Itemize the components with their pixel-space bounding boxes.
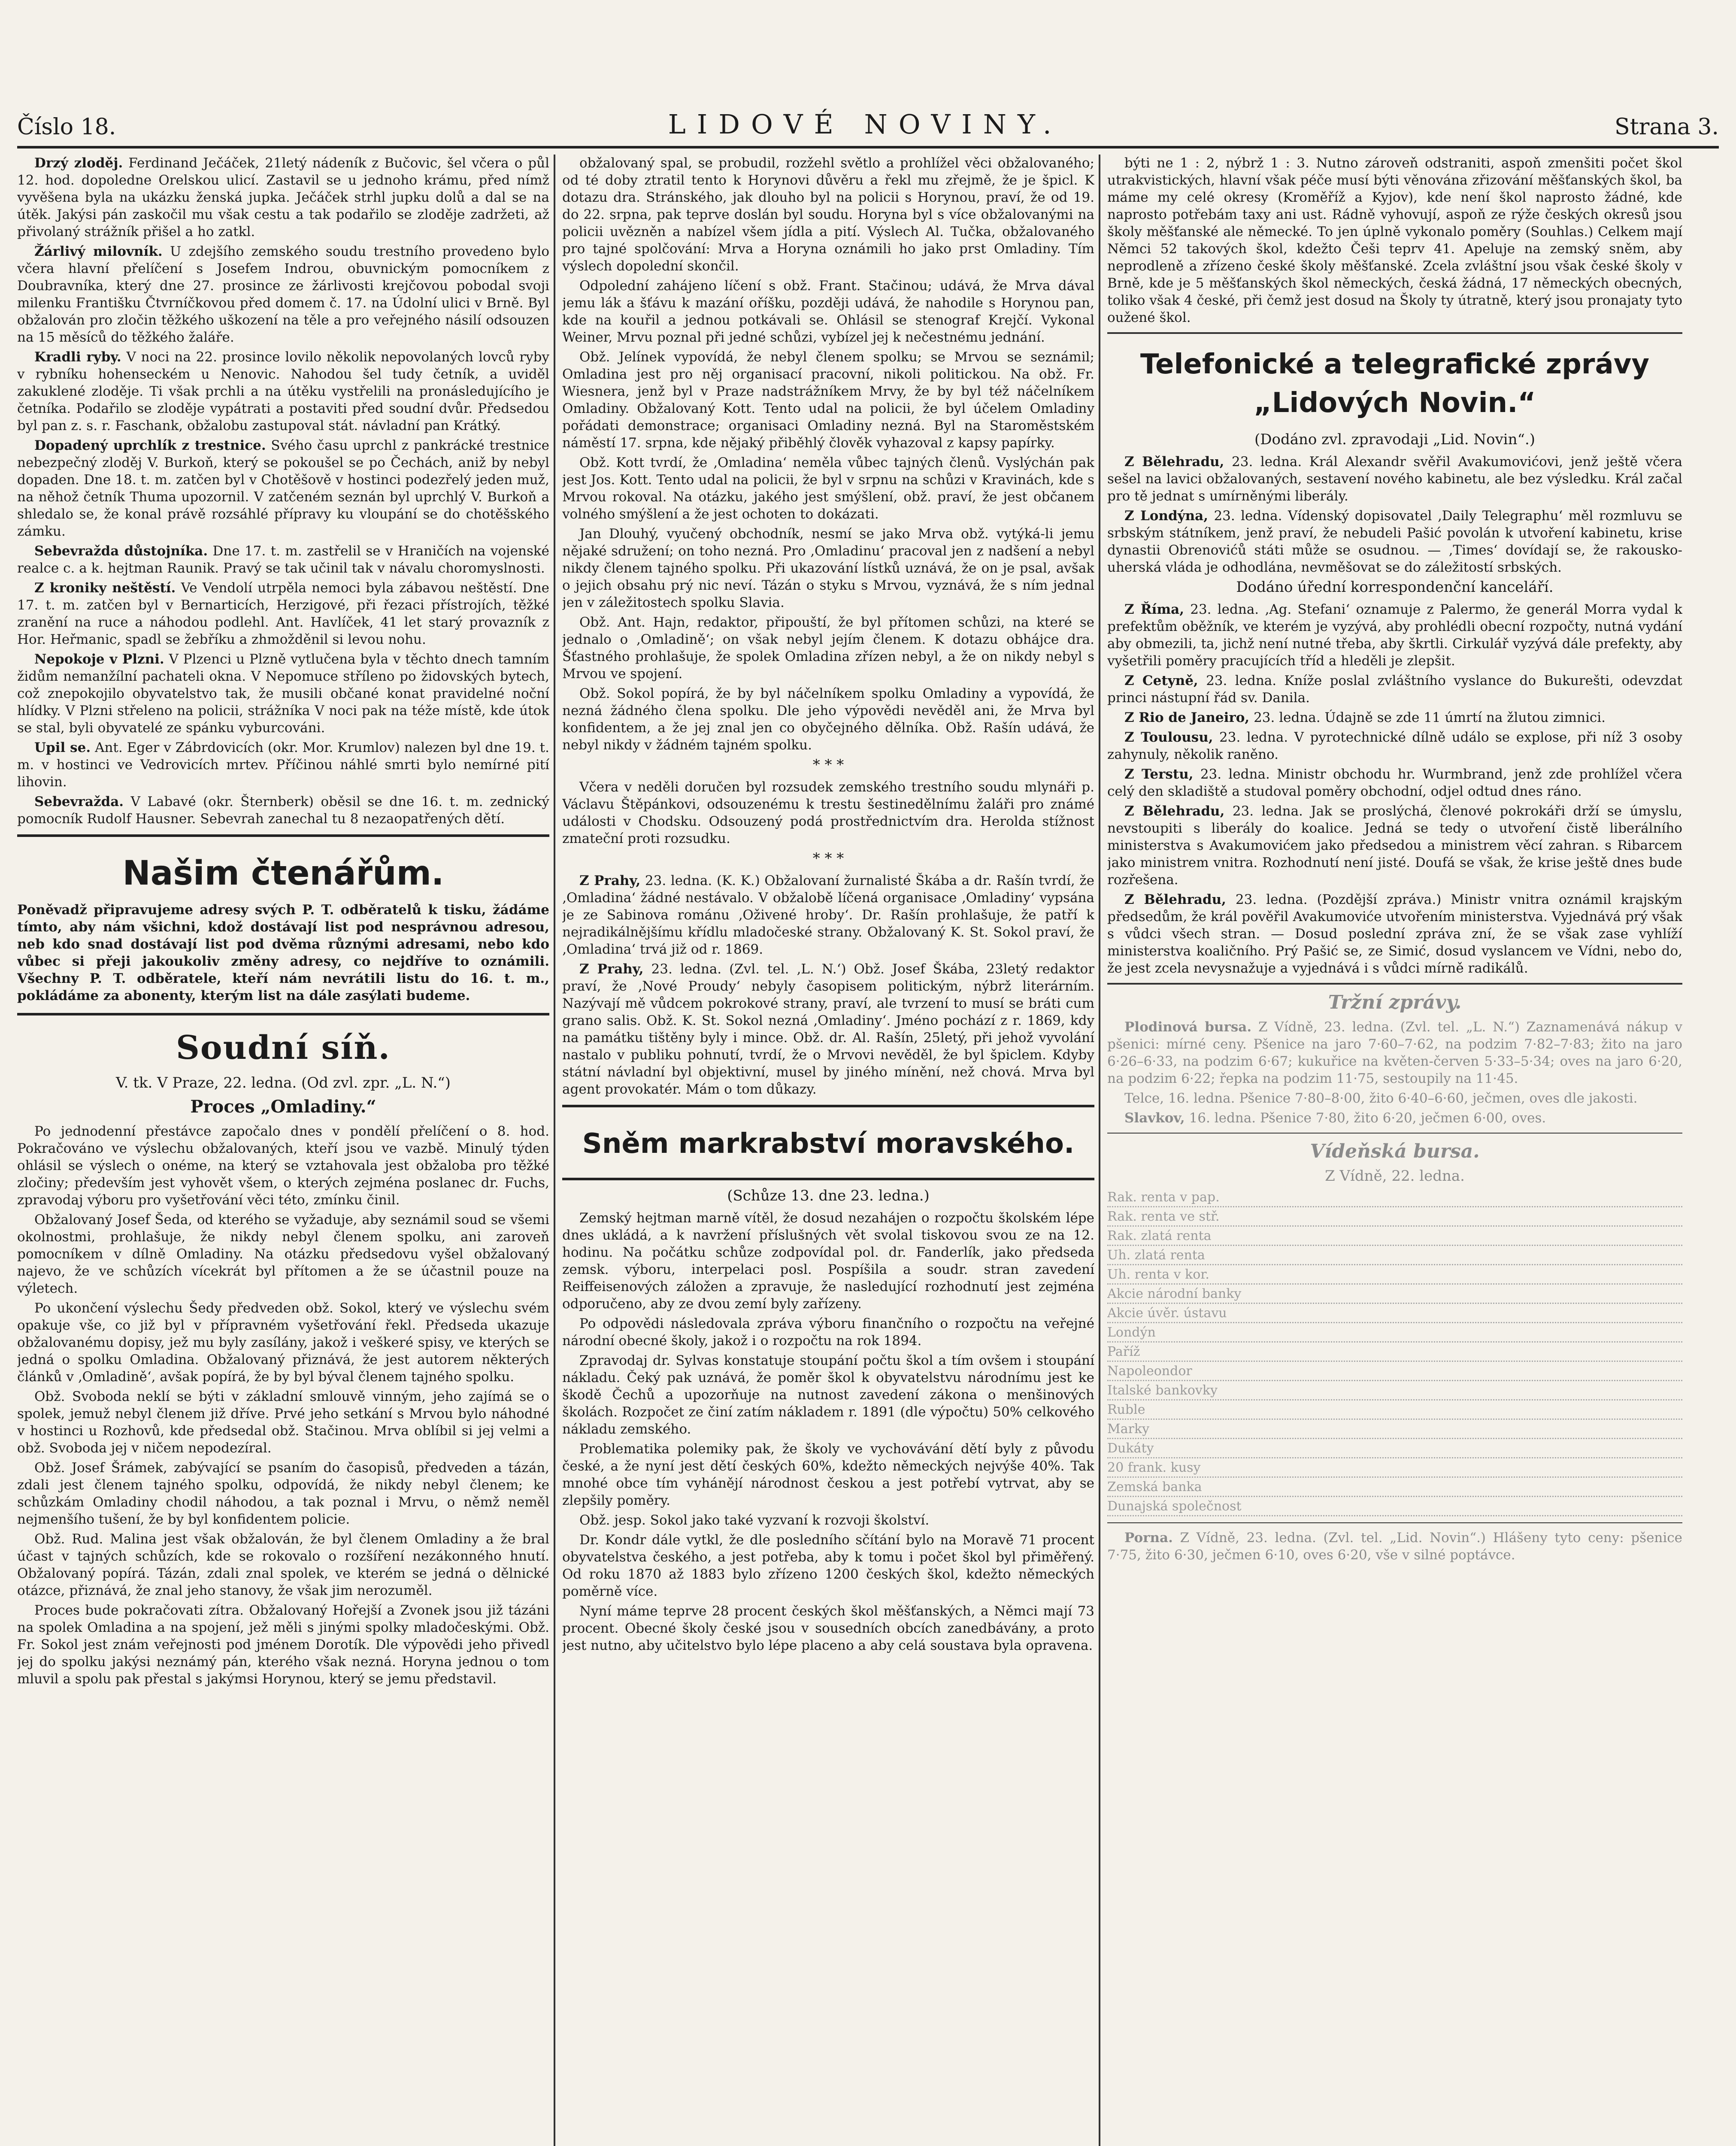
paragraph-lead: Z Rio de Janeiro, <box>1124 710 1250 725</box>
price-row: 20 frank. kusy <box>1107 1460 1682 1478</box>
diet-report-continued <box>1107 155 1682 326</box>
paragraph: Proces bude pokračovati zítra. Obžalovaný Hořejší a Zvonek jsou již tázáni na spolek Omladina a na spojení, jež měli s jinými spolky mladočeskými. Obž. Fr. Sokol jest znám veřejnosti pod jménem Dorotík. Dle výpovědi jeho přivedl jej do spolku jakýsi neznámý pán, kterého však nezná. Horyna jednou o tom mluvil a spolu pak přestal s jakýmsi Horynou, který se jemu představil. <box>17 1603 549 1687</box>
column-3 <box>1107 155 1682 2146</box>
paragraph: býti ne 1 : 2, nýbrž 1 : 3. Nutno zároveň odstraniti, aspoň zmenšiti počet škol utrakvistických, hlavní však péče musí býti věnována zřizování měšťanských škol, ba máme my celé okresy (Kroměříž a Kyjov), kde není škol naprosto žádné, kde naprosto potřebám taxy ani ust. Rádně vyhovují, aspoň ze rýže českých okresů jsou školy měšťanské ale německé. To jen úplně vykonalo poměry (Souhlas.) Celkem mají Němci 52 takových škol, kdežto Češi teprv 41. Apeluje na zemský sněm, aby neprodleně a zřízeno české školy měšťanské. Zcela zvláštní jsou však české školy v Brně, kde je 5 měšťanských škol německých, česká žádná, 17 německých obecných, toliko však 4 české, při čemž jest dosud na Školy ty útratně, který jsou pronajaty tyto oužené škol. <box>1107 155 1682 325</box>
paragraph-lead: Z Bělehradu, <box>1124 803 1225 819</box>
readers-notice-text: Poněvadž připravujeme adresy svých P. T. odběratelů k tisku, žádáme tímto, aby nám všichni, kdož dostávají list pod nesprávnou adresou, neb kdo snad dostávají list pod dvěma různými adresami, nebo kdo vůbec si přeji jakoukoliv změny adresy, co nejdříve to oznámili. Všechny P. T. odběratele, kteří nám nevrátili listu do 16. t. m., pokládáme za abonenty, kterým list na dále zasýlati budeme. <box>17 902 549 1003</box>
price-row: Napoleondor <box>1107 1364 1682 1381</box>
paragraph-text: 23. ledna. Kníže poslal zvláštního vyslance do Bukurešti, odevzdat princi nástupní řád sv. Danila. <box>1107 673 1682 706</box>
final-lead: Porna. <box>1124 1530 1173 1546</box>
local-news <box>17 155 549 827</box>
court-report <box>17 1123 549 1688</box>
paragraph-text: Ferdinand Ječáček, 21letý nádeník z Bučovic, šel včera o půl 12. hod. dopoledne Orelskou ulicí. Zastavil se u jednoho krámu, před nímž vyvěšena byla na ukázku ženská jupka. Ječáček strhl jupku dolů a dal se na útěk. Jakýsi pán zaskočil mu však cestu a tak podařilo se zloděje zadržeti, až přivolaný strážník přišel a ho zatkl. <box>17 155 549 239</box>
paragraph <box>17 793 549 827</box>
divider-4 <box>1107 1522 1682 1523</box>
paragraph: Odpolední zahájeno líčení s obž. Frant. Stačinou; udává, že Mrva dával jemu lák a šťávu k mazání oříšku, později udává, že nahodile s Horynou pan, kde na kouřil a jednou potkávali se. Ohlásil se stenograf Krejčí. Vykonal Weiner, Mrvu poznal při jedné schůzi, vybízel jej k nečestnému jednání. <box>562 278 1094 345</box>
paragraph: Obž. Sokol popírá, že by byl náčelníkem spolku Omladiny a vypovídá, že nezná žádného člena spolku. Dle jeho výpovědi nevěděl ani, že Mrva byl konfidentem, a že jej znal jen co obyčejného dělníka. Obž. Rašín udává, že nebyl nikdy v žádném tajném spolku. <box>562 686 1094 753</box>
paragraph-lead: Z Prahy, <box>579 873 641 888</box>
masthead <box>17 94 1719 149</box>
diet-report <box>562 1209 1094 1654</box>
paragraph <box>1107 1109 1682 1127</box>
page-number: Strana 3. <box>1614 114 1719 140</box>
paragraph-lead: Z Terstu, <box>1124 767 1194 782</box>
price-row: Paříž <box>1107 1344 1682 1362</box>
paragraph: Obžalovaný Josef Šeda, od kterého se vyžaduje, aby seznámil soud se všemi okolnostmi, prohlašuje, že nikdy nebyl členem spolku, ani zaroveň pomocníkem v dílně Omladiny. Na otázku předsedovu vyšel obžalovaný najevo, že ve schůzích vícekrát byl přítomen a že se účastnil pouze na výletech. <box>17 1212 549 1296</box>
paragraph-lead: Sebevražda. <box>34 794 124 809</box>
paragraph-lead: Z Bělehradu, <box>1124 892 1226 907</box>
paragraph-text: 23. ledna. V pyrotechnické dílně událo se explose, při níž 3 osoby zahynuly, několik raněno. <box>1107 730 1682 762</box>
paragraph: Dr. Kondr dále vytkl, že dle posledního sčítání bylo na Moravě 71 procent obyvatelstva českého, a jest potřeba, aby k tomu i počet škol byl přiměřený. Od roku 1870 až 1883 bylo zřízeno 1200 českých škol, kdežto německých poměrně více. <box>562 1532 1094 1599</box>
price-row: Rak. renta ve stř. <box>1107 1209 1682 1227</box>
paragraph-lead: Nepokoje v Plzni. <box>34 652 164 667</box>
paragraph-text: Telce, 16. ledna. Pšenice 7·80–8·00, žito 6·40–6·60, ječmen, oves dle jakosti. <box>1124 1091 1638 1106</box>
paragraph-text: Svého času uprchl z pankrácké trestnice nebezpečný zloděj V. Burkoň, který se pokoušel se po Čechách, aniž by nebyl dopaden. Dne 18. t. m. zatčen byl v Chotěšově v hostinci podezřelý jeden muž, na něhož četník Thuma upozornil. V zatčeném seznán byl uprchlý V. Burkoň a shledalo se, že konal právě rozsáhlé přípravy ku vloupání se do chotěšského zámku. <box>17 438 549 539</box>
issue-number: Číslo 18. <box>17 114 116 140</box>
paragraph <box>1107 766 1682 800</box>
paragraph-lead: Upil se. <box>34 740 91 755</box>
market-items <box>1107 1018 1682 1127</box>
readers-notice-box <box>17 834 549 1015</box>
paragraph-text: Ant. Eger v Zábrdovicích (okr. Mor. Krumlov) nalezen byl dne 19. t. m. v hostinci ve Vedrovicích mrtev. Příčinou náhlé smrti bylo nemírné pití lihovin. <box>17 740 549 790</box>
paragraph <box>1107 453 1682 505</box>
paragraph: obžalovaný spal, se probudil, rozžehl světlo a prohlížel věci obžalovaného; od té doby ztratil tento k Horynovi důvěru a řekl mu zřejmě, že je špicl. K dotazu dra. Stránského, jak dlouho byl na policii s Horynou, praví, že od 19. do 22. srpna, pak teprve doslán byl soudu. Horyna byl s více obžalovanými na policii uvězněn a nabízel všem jídla a pití. Výslech Al. Tučka, obžalovaného pro tajné spolčování: Mrva a Horyna oznámili ho jako prst Omladiny. Tím výslech dopolední skončil. <box>562 155 1094 274</box>
court-heading: Soudní síň. <box>176 1028 391 1067</box>
paragraph <box>1107 709 1682 726</box>
paragraph-text: V noci na 22. prosince lovilo několik nepovolaných lovců ryby v rybníku hohenseckém u Nenovic. Nahodou šel tudy četník, a uviděl zakuklené zloděje. Ti však prchli a na útěku vystřelili na pronásledujícího je četníka. Podařilo se zloděje vypátrati a postaviti před soudní dvůr. Předsedou byl pan z. s. r. Faschank, obžalobu zastupoval stát. návladní pan Krátký. <box>17 349 549 433</box>
price-row: Akcie úvěr. ústavu <box>1107 1306 1682 1323</box>
paragraph-text: 23. ledna. Ministr obchodu hr. Wurmbrand, jenž zde prohlížel včera celý den skladiště a studoval poměry obchodní, odjel odtud dnes ráno. <box>1107 767 1682 799</box>
paragraph: Problematika polemiky pak, že školy ve vychovávání dětí byly z původu české, a že nyní jest dětí českých 60%, kdežto německých nejvýše 40%. Tak mnohé obce tím vyhánějí národnost českou a jest potřebí vytrvat, aby se zlepšily poměry. <box>562 1441 1094 1508</box>
paragraph-text: U zdejšího zemského soudu trestního provedeno bylo včera hlavní přelíčení s Josefem Indrou, obuvnickým pomocníkem z Doubravníka, který dne 27. prosince ze žárlivosti krejčovou pobodal svoji milenku Františku Čtvrníčkovou před domem č. 17. na Údolní ulici v Brně. Byl obžalován pro zločin těžkého uškození na těle a pro veřejného násilí odsouzen na 15 měsíců do těžkého žaláře. <box>17 244 549 345</box>
paragraph <box>1107 601 1682 670</box>
diet-heading: Sněm markrabství moravského. <box>582 1128 1075 1160</box>
column-rule-1 <box>554 155 555 2146</box>
paragraph-lead: Z Londýna, <box>1124 508 1209 524</box>
verdict-note: Včera v neděli doručen byl rozsudek zemského trestního soudu mlynáři p. Václavu Štěpánkovi, odsouzenému k trestu šestinedělnímu žaláři pro známé události v Chodsku. Odsouzený podá prostřednictvím dra. Herolda stížnost zmateční proti rozsudku. <box>562 779 1094 846</box>
paragraph: Po ukončení výslechu Šedy předveden obž. Sokol, který ve výslechu svém opakuje vše, co již byl v přípravném vyšetřování řekl. Předseda ukazuje obžalovanému dopisy, jež mu byly zasílány, jakož i veškeré spisy, ve kterých se jedná o spolku Omladina. Obžalovaný přiznává, že jest autorem některých článků v ‚Omladině‘, avšak popírá, že by byl býval členem tajného spolku. <box>17 1300 549 1385</box>
paragraph-text: 23. ledna. (K. K.) Obžalovaní žurnalisté Škába a dr. Rašín tvrdí, že ‚Omladina‘ žádné nestávalo. V obžalobě líčená organisace ‚Omladiny‘ vypsána je ze Sabinova románu ‚Oživené hroby‘. Dr. Rašín prohlašuje, že patří k nejradikálnějšímu křídlu mladočeské strany. Obžalovaný K. St. Sokol praví, že ‚Omladina‘ trvá již od r. 1869. <box>562 873 1094 957</box>
divider-2 <box>1107 983 1682 985</box>
paragraph-text: 23. ledna. ‚Ag. Stefani‘ oznamuje z Palermo, že generál Morra vydal k prefektům oběžník, ve kterém je vyzývá, aby prohlédli obecní rozpočty, nutná vydání aby obmezili, ta, jichž není nutné třeba, aby škrtli. Cirkulář vyzývá dále prefekty, aby vyšetřili poměry pracujících tříd a hleděli je zlepšit. <box>1107 602 1682 669</box>
paragraph <box>1107 729 1682 763</box>
paragraph: Zpravodaj dr. Sylvas konstatuje stoupání počtu škol a tím ovšem i stoupání nákladu. Čeký pak uznává, že poměr škol k obyvatelstvu národnímu jest ke škodě Čechů a upozorňuje na nutnost zavedení zákona o menšinových školách. Rozpočet ze činí zatím nákladem r. 1891 (dle výpočtu) 50% celkového nákladu zemského. <box>562 1353 1094 1437</box>
final-market-note <box>1107 1529 1682 1564</box>
price-row: Londýn <box>1107 1325 1682 1343</box>
readers-notice-heading: Našim čtenářům. <box>122 854 444 893</box>
paragraph <box>17 739 549 791</box>
court-case-title: Proces „Omladiny.“ <box>190 1097 376 1117</box>
paragraph-text: 23. ledna. (Pozdější zpráva.) Ministr vnitra oznámil krajským předsedům, že král pověřil Avakumoviće utvořením ministerstva. Vyjednává prý však s vůdci všech stran. — Dosud poslední zpráva zní, že se však zase vyhlíží ministerstva koaličního. Prý Pašić se, ze Simić, dosud vyslancem ve Vídni, nebo do, že jest zcela nevysnažuje a vyjednává i s vůdci mírně radikálů. <box>1107 892 1682 976</box>
prices-heading: Vídeňská bursa. <box>1310 1140 1480 1162</box>
paragraph: Obž. Jelínek vypovídá, že nebyl členem spolku; se Mrvou se seznámil; Omladina jest pro něj organisací pracovní, nikoli politickou. Na obž. Fr. Wiesnera, jenž byl v Praze nadstrážníkem Mrvy, že by byl též náčelníkem Omladiny. Obžalovaný Kott. Tento udal na policii, že byl účelem Omladiny pořádati demonstrace; organisaci Omladiny nezná. Byl na Staroměstském náměstí 17. srpna, kde nějaký přiběhlý člověk vyhazoval z kapsy papírky. <box>562 349 1094 451</box>
telegraph-items-2 <box>1107 601 1682 977</box>
telegraph-heading: Telefonické a telegrafické zprávy „Lidových Novin.“ <box>1140 349 1650 419</box>
paragraph-text: 23. ledna. Vídenský dopisovatel ‚Daily Telegraphu‘ měl rozmluvu se srbským státníkem, jenž praví, že nebudeli Pašić povolán k utvoření kabinetu, krise dynastii Obrenovićů státi může se osudnou. — ‚Times‘ dovídají se, že rakousko-uherská vláda je odhodlána, nevměšovat se do záležitostí srbských. <box>1107 508 1682 575</box>
diet-heading-box <box>562 1105 1094 1180</box>
paragraph <box>1107 507 1682 576</box>
paragraph: Jan Dlouhý, vyučený obchodník, nesmí se jako Mrva obž. vytýká-li jemu nějaké sdružení; on toho nezná. Pro ‚Omladinu‘ pracoval jen z nadšení a nebyl nikdy členem tajného spolku. Při ukazování lístků uznává, že on je psal, avšak o jejich obsahu prý nic neví. Tázán o styku s Mrvou, vyznává, že s ním jednal jen v záležitostech spolku Slavia. <box>562 526 1094 610</box>
price-row: Marky <box>1107 1422 1682 1439</box>
price-row: Dukáty <box>1107 1441 1682 1458</box>
paragraph: Nyní máme teprve 28 procent českých škol měšťanských, a Němci mají 73 procent. Obecné školy české jsou v sousedních obcích zanedbávány, a proto jest nutno, aby učitelstvo bylo lépe placeno a aby celá soustava byla opravena. <box>562 1603 1094 1653</box>
paragraph-lead: Z Říma, <box>1124 602 1185 617</box>
paragraph <box>17 349 549 434</box>
paragraph <box>17 543 549 577</box>
price-table <box>1107 1190 1682 1516</box>
diet-session: (Schůze 13. dne 23. ledna.) <box>727 1187 930 1204</box>
paragraph-text: V Plzenci u Plzně vytlučena byla v těchto dnech tamním židům nemanžílní pachateli okna. V Nepomuce stříleno po židovských bytech, což znepokojilo obyvatelstvo tak, že musili občané konat pravidelné noční hlídky. V Plzni střeleno na policii, strážníka V noci pak na téže místě, kde útok se stal, byli obyvatelé ze spánku vyburcováni. <box>17 652 549 736</box>
section-stars: * * * <box>812 756 844 773</box>
paragraph: Obž. Rud. Malina jest však obžalován, že byl členem Omladiny a že bral účast v tajných schůzích, kde se rokovalo o rozšíření nezákonného hnutí. Obžalovaný popírá. Tázán, zdali znal spolek, ve kterém se jedná o dělnické otázce, přiznává, že znal jeho stanovy, že však jim nerozuměl. <box>17 1531 549 1598</box>
paragraph-lead: Žárlivý milovník. <box>34 244 163 259</box>
paragraph-lead: Slavkov, <box>1124 1110 1185 1126</box>
court-dateline: V. tk. V Praze, 22. ledna. (Od zvl. zpr. „L. N.“) <box>116 1074 451 1091</box>
paragraph-text: 16. ledna. Pšenice 7·80, žito 6·20, ječmen 6·00, oves. <box>1189 1110 1546 1126</box>
paragraph <box>1107 891 1682 977</box>
divider-3 <box>1107 1133 1682 1134</box>
paragraph-lead: Z Cetyně, <box>1124 673 1198 688</box>
court-report-continued <box>562 155 1094 754</box>
divider <box>1107 332 1682 334</box>
newspaper-title: LIDOVÉ NOVINY. <box>668 109 1063 140</box>
telegraph-items-1 <box>1107 453 1682 576</box>
telegraph-source-1: (Dodáno zvl. zpravodaji „Lid. Novin“.) <box>1254 431 1536 448</box>
paragraph <box>1107 672 1682 706</box>
paragraph: Po jednodenní přestávce započalo dnes v pondělí přelíčení o 8. hod. Pokračováno ve výslechu obžalovaných, kteří jsou ve vazbě. Minulý týden ohlásil se výslech o onéme, na který se vztahovala jest obžaloba pro těžké zločiny; především jest vyhovět všem, o kterých zejména poslanec dr. Fuchs, zpravodaj výboru pro vyšetřování věci této, zmínku činil. <box>17 1124 549 1208</box>
paragraph <box>1107 1018 1682 1087</box>
paragraph <box>17 579 549 648</box>
telegraph-source-2: Dodáno úřední korrespondenční kanceláří. <box>1236 579 1554 596</box>
column-1 <box>17 155 549 2146</box>
paragraph <box>562 872 1094 958</box>
paragraph-lead: Z Prahy, <box>579 961 644 977</box>
price-row: Dunajská společnost <box>1107 1499 1682 1516</box>
paragraph <box>17 243 549 346</box>
paragraph-text: Ve Vendolí utrpěla nemoci byla zábavou neštěstí. Dne 17. t. m. zatčen byl v Bernarticích, Herzigové, při řezaci přístrojích, těžké zranění na ruce a náhodou podlehl. Ant. Havlíček, 41 let starý provazník z Hor. Heřmanic, spadl se žebříku a zhmožděnil si levou nohu. <box>17 580 549 647</box>
paragraph <box>17 437 549 540</box>
market-heading: Tržní zprávy. <box>1328 991 1462 1013</box>
price-row: Uh. zlatá renta <box>1107 1248 1682 1265</box>
price-row: Rak. renta v pap. <box>1107 1190 1682 1207</box>
paragraph-lead: Z Toulousu, <box>1124 730 1213 745</box>
price-row: Uh. renta v kor. <box>1107 1267 1682 1285</box>
prices-dateline: Z Vídně, 22. ledna. <box>1325 1167 1465 1185</box>
paragraph: Obž. Svoboda neklí se býti v základní smlouvě vinným, jeho zajímá se o spolek, jemuž nebyl členem již dříve. Prvé jeho setkání s Mrvou bylo náhodné v hostinci u Rozhovů, kde předsedal obž. Stačinou. Mrva oblíbil si jej velmi a obž. Svoboda jej v ničem nepodezíral. <box>17 1389 549 1456</box>
paragraph <box>17 155 549 240</box>
paragraph-lead: Drzý zloděj. <box>34 155 123 171</box>
price-row: Ruble <box>1107 1402 1682 1420</box>
prague-telegrams <box>562 872 1094 1098</box>
paragraph-lead: Kradli ryby. <box>34 349 121 365</box>
paragraph-text: 23. ledna. Král Alexandr svěřil Avakumovićovi, jenž ještě včera sešel na lavici obžalovaných, sestavení nového kabinetu, ale bez výsledku. Král začal pro tě jednat s umírněnými liberály. <box>1107 454 1682 504</box>
paragraph-lead: Plodinová bursa. <box>1124 1019 1252 1035</box>
price-row: Rak. zlatá renta <box>1107 1228 1682 1246</box>
paragraph-text: V Labavé (okr. Šternberk) oběsil se dne 16. t. m. zednický pomocník Rudolf Hausner. Sebevrah zanechal tu 8 nezaopatřených dětí. <box>17 794 549 827</box>
paragraph-text: Z Vídně, 23. ledna. (Zvl. tel. „L. N.“) Zaznamenává nákup v pšenici: mírné ceny. Pšenice na jaro 7·60–7·62, na podzim 7·82–7·83; žito na jaro 6·26–6·33, na podzim 6·67; kukuřice na květen-červen 5·33–5·34; oves na jaro 6·20, na podzim 6·22; řepka na podzim 11·75, sestoupily na 11·45. <box>1107 1019 1682 1086</box>
paragraph-lead: Z Bělehradu, <box>1124 454 1224 470</box>
price-row: Akcie národní banky <box>1107 1286 1682 1304</box>
paragraph-text: 23. ledna. (Zvl. tel. ‚L. N.‘) Obž. Josef Škába, 23letý redaktor praví, že ‚Nové Proudy‘ nebyly časopisem politickým, nýbrž literárním. Nazývají mě vůdcem pokrokové strany, praví, ale tvrzení to musí se bráti cum grano salis. Obž. K. St. Sokol nezná ‚Omladiny‘. Jméno pochází z r. 1869, kdy na památku tištěny byly i mince. Obž. dr. Al. Rašín, 25letý, při jehož vyvolání nastalo v publiku pohnutí, tvrdí, že o Mrvovi nevěděl, že byl špiclem. Kdyby státní návladní byl objektivní, musel by jiného mínění, než chová. Mrva byl agent provokatér. Mám o tom důkazy. <box>562 961 1094 1097</box>
final-text: Z Vídně, 23. ledna. (Zvl. tel. „Lid. Novin“.) Hlášeny tyto ceny: pšenice 7·75, žito 6·30, ječmen 6·10, oves 6·20, vše v silné poptávce. <box>1107 1530 1682 1563</box>
paragraph: Obž. Ant. Hajn, redaktor, připouští, že byl přítomen schůzi, na které se jednalo o ‚Omladině‘; on však nebyl jejím členem. K dotazu obhájce dra. Šťastného prohlašuje, že spolek Omladina zřízen nebyl, a že on nikdy nebyl s Mrvou ve spojení. <box>562 615 1094 682</box>
paragraph <box>17 651 549 737</box>
paragraph: Obž. Kott tvrdí, že ‚Omladina‘ neměla vůbec tajných členů. Vyslýchán pak jest Jos. Kott. Tento udal na policii, že byl v srpnu na schůzi v Kravinách, kde s Mrvou rokoval. Na otázku, jakého jest smýšlení, obž. praví, že jest občanem volného smýšlení a že jest ochoten to dokázati. <box>562 455 1094 522</box>
price-row: Zemská banka <box>1107 1479 1682 1497</box>
paragraph-text: 23. ledna. Jak se proslýchá, členové pokrokáři drží se úmyslu, nevstoupiti s liberály do koalice. Jedná se tedy o utvoření čistě liberálního ministerstva s Avakumovićem jako předsedou a ministrem věcí zahran. s Ribarcem jako ministrem vnitra. Rozhodnutí není jisté. Doufá se však, že krise ještě dnes bude rozřešena. <box>1107 803 1682 888</box>
paragraph: Zemský hejtman marně vítěl, že dosud nezahájen o rozpočtu školském lépe dnes ukládá, a k navržení příslušných vět svolal tiskovou svou ze na 12. hodinu. Na počátku schůze zodpovídal pol. dr. Fanderlík, jako předseda zemsk. výboru, interpelaci posl. Pospíšila a soudr. stran zavedení Reiffeisenových záložen a zpravuje, že nasledující rozhodnutí jest zejména odporučeno, aby ze dvou zemí byly zařízeny. <box>562 1210 1094 1312</box>
column-2 <box>562 155 1094 2146</box>
paragraph-lead: Dopadený uprchlík z trestnice. <box>34 438 266 453</box>
column-rule-2 <box>1099 155 1100 2146</box>
paragraph <box>1107 803 1682 888</box>
paragraph-lead: Z kroniky neštěstí. <box>34 580 176 596</box>
paragraph-text: Dne 17. t. m. zastřelil se v Hraničích na vojenské realce c. a k. hejtman Raunik. Pravý se tak učinil tak v návalu choromyslnosti. <box>17 543 549 576</box>
paragraph: Po odpovědi následovala zpráva výboru finančního o rozpočtu na veřejné národní obecné školy, jakož i o rozpočtu na rok 1894. <box>562 1316 1094 1349</box>
paragraph: Obž. jesp. Sokol jako také vyzvaní k rozvoji školství. <box>579 1513 930 1528</box>
section-stars-2: * * * <box>812 850 844 867</box>
paragraph-lead: Sebevražda důstojníka. <box>34 543 208 559</box>
market-section <box>1107 991 1682 1564</box>
paragraph-text: 23. ledna. Údajně se zde 11 úmrtí na žlutou zimnici. <box>1254 710 1606 725</box>
paragraph <box>562 961 1094 1098</box>
paragraph: Obž. Josef Šrámek, zabývající se psaním do časopisů, předveden a tázán, zdali jest členem tajného spolku, odpovídá, že nikdy nebyl členem; ke schůzkám Omladiny chodil náhodou, a tak poznal i Mrvu, o němž neměl nejmenšího tušení, že by byl konfidentem policie. <box>17 1460 549 1527</box>
price-row: Italské bankovky <box>1107 1383 1682 1400</box>
paragraph <box>1107 1090 1682 1107</box>
